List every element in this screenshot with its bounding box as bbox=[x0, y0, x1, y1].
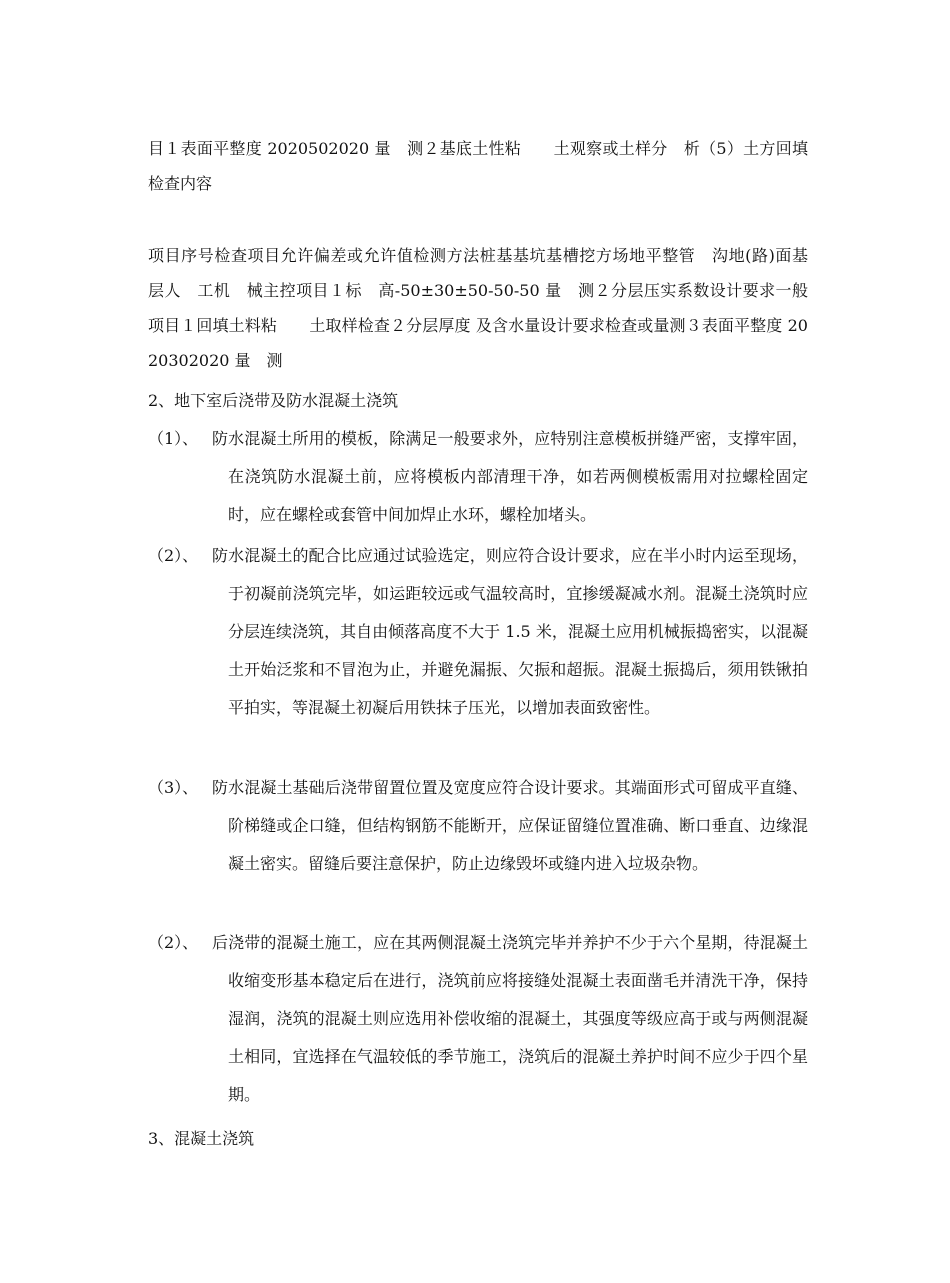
list-item-number: （3）、 bbox=[148, 778, 199, 797]
list-item-text: 后浇带的混凝土施工，应在其两侧混凝土浇筑完毕并养护不少于六个星期，待混凝土收缩变形基本稳定后在进行，浇筑前应将接缝处混凝土表面凿毛并清洗干净，保持湿润，浇筑的混凝土则应选用补偿收缩的混凝土，其强度等级应高于或与两侧混凝土相同，宜选择在气温较低的季节施工，浇筑后的混凝土养护时间不应少于四个星期。 bbox=[212, 933, 808, 1104]
list-item-text: 防水混凝土基础后浇带留置位置及宽度应符合设计要求。其端面形式可留成平直缝、阶梯缝或企口缝，但结构钢筋不能断开，应保证留缝位置准确、断口垂直、边缘混凝土密实。留缝后要注意保护，防止边缘毁坏或缝内进入垃圾杂物。 bbox=[212, 778, 808, 873]
list-item-number: （2）、 bbox=[148, 546, 199, 565]
section-2-heading: 2、地下室后浇带及防水混凝土浇筑 bbox=[148, 391, 399, 410]
inspection-table-text: 项目序号检查项目允许偏差或允许值检测方法桩基基坑基槽挖方场地平整管 沟地(路)面基 层人 工机 械主控项目１标 高-50±30±50-50-50 量 测２分层压实系数设计要求一般项目１回填土料粘 土取样检查２分层厚度 及含水量设计要求检查或量测３表面平整度 2020302020 量 测 bbox=[148, 246, 841, 370]
list-item bbox=[148, 420, 808, 534]
list-item-number: （1）、 bbox=[148, 429, 199, 448]
list-item bbox=[148, 537, 808, 727]
list-item bbox=[148, 924, 808, 1114]
list-item-number: （2）、 bbox=[148, 933, 199, 952]
section-3-heading: 3、混凝土浇筑 bbox=[148, 1129, 255, 1148]
list-item-text: 防水混凝土所用的模板，除满足一般要求外，应特别注意模板拼缝严密，支撑牢固，在浇筑防水混凝土前，应将模板内部清理干净，如若两侧模板需用对拉螺栓固定时，应在螺栓或套管中间加焊止水环，螺栓加堵头。 bbox=[212, 429, 808, 524]
list-item-text: 防水混凝土的配合比应通过试验选定，则应符合设计要求，应在半小时内运至现场，于初凝前浇筑完毕，如运距较远或气温较高时，宜掺缓凝减水剂。混凝土浇筑时应分层连续浇筑，其自由倾落高度不大于 1.5 米，混凝土应用机械振捣密实，以混凝土开始泛浆和不冒泡为止，并避免漏振、欠振和超振。混凝土振捣后，须用铁锹拍平拍实，等混凝土初凝后用铁抹子压光，以增加表面致密性。 bbox=[212, 546, 808, 717]
intro-paragraph: 目１表面平整度 2020502020 量 测２基底土性粘 土观察或土样分 析（5）土方回填检查内容 bbox=[148, 139, 808, 193]
list-item bbox=[148, 769, 808, 883]
